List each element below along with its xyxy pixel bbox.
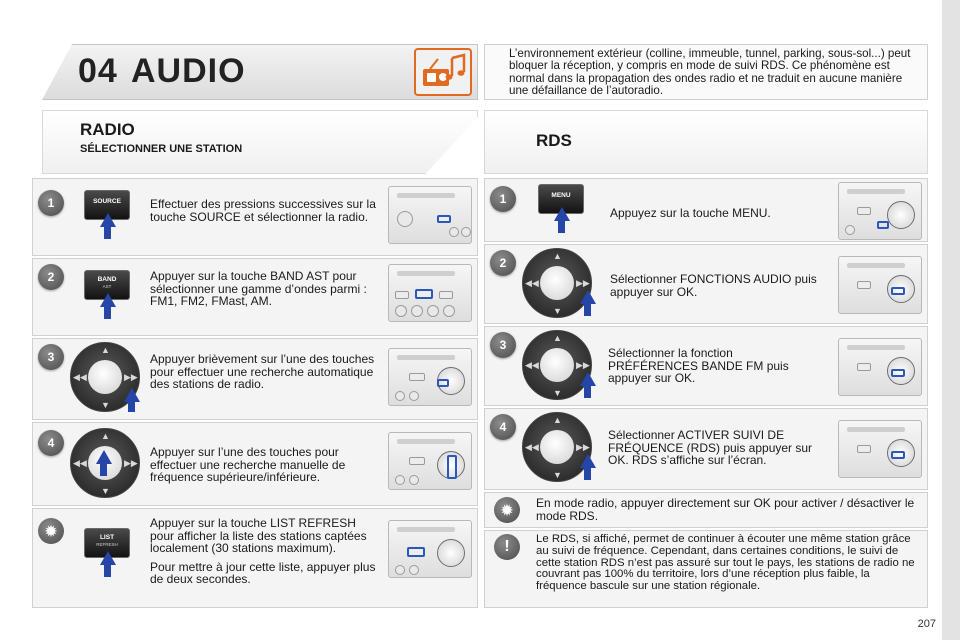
radio-faceplate-thumbnail [388,432,472,490]
press-arrow-icon [580,454,596,468]
radio-subtitle: SÉLECTIONNER UNE STATION [80,143,243,155]
radio-faceplate-thumbnail [388,186,472,244]
rds-tip-text: En mode radio, appuyer directement sur OK pour activer / désactiver le mode RDS. [536,496,915,523]
radio-step-1-badge: 1 [38,190,64,216]
seek-back-icon: ◀◀ [525,278,539,288]
environment-note: L’environnement extérieur (colline, immeuble, tunnel, parking, sous-sol...) peut bloquer la réception, y compris en mode de suivi RDS. Ce phénomène est normal dans la propagation des ondes radio et ne traduit en aucune manière une défaillance de l’autoradio. [484,44,928,100]
press-arrow-icon [584,466,591,480]
radio-step-4-text: Appuyer sur l’une des touches pour effectuer une recherche manuelle de fréquence supérieure/inférieure. [150,445,346,485]
rds-step-4-badge: 4 [490,414,516,440]
press-arrow-icon [100,462,107,476]
seek-forward-icon: ▶▶ [576,360,590,370]
rds-step-1-badge: 1 [490,186,516,212]
rds-step-1-text: Appuyez sur la touche MENU. [610,206,771,220]
arrow-down-icon: ▼ [553,388,562,398]
radio-step-1-text: Effectuer des pressions successives sur la touche SOURCE et sélectionner la radio. [150,197,376,224]
navigation-pad-image [522,248,592,318]
seek-forward-icon: ▶▶ [124,372,138,382]
radio-faceplate-thumbnail [838,420,922,478]
rds-title: RDS [536,131,572,150]
seek-back-icon: ◀◀ [73,458,87,468]
chapter-title: AUDIO [131,52,246,90]
press-arrow-icon [104,563,111,577]
rds-step-4-text: Sélectionner ACTIVER SUIVI DE FRÉQUENCE (RDS) puis appuyer sur OK. RDS s’affiche sur l’écran. [608,428,813,468]
press-arrow-icon [584,384,591,398]
chapter-number: 04 [78,52,118,90]
radio-step-5-text [150,517,378,586]
page-edge-strip [942,0,960,640]
audio-music-icon [414,48,472,96]
press-arrow-icon [104,305,111,319]
source-button-image: SOURCE [84,190,130,220]
list-refresh-update-text: Pour mettre à jour cette liste, appuyer plus de deux secondes. [150,559,376,587]
radio-step-2-badge: 2 [38,264,64,290]
tip-sun-icon: ✹ [38,518,64,544]
arrow-up-icon: ▲ [553,415,562,425]
radio-step-3-text: Appuyer brièvement sur l’une des touches pour effectuer une recherche automatique des stations de radio. [150,352,375,392]
arrow-up-icon: ▲ [101,345,110,355]
press-arrow-icon [104,225,111,239]
press-arrow-icon [96,450,112,464]
page-number: 207 [917,618,936,630]
radio-faceplate-thumbnail [838,256,922,314]
press-arrow-icon [100,293,116,307]
radio-faceplate-thumbnail [388,520,472,578]
rds-step-2-badge: 2 [490,250,516,276]
radio-step-2-text: Appuyer sur la touche BAND AST pour sélectionner une gamme d’ondes parmi : FM1, FM2, FMast, AM. [150,269,367,309]
rds-step-3-badge: 3 [490,332,516,358]
radio-step-3-badge: 3 [38,344,64,370]
radio-faceplate-thumbnail [388,348,472,406]
band-ast-button-image: BAND AST [84,270,130,300]
arrow-down-icon: ▼ [101,400,110,410]
press-arrow-icon [554,207,570,221]
arrow-up-icon: ▲ [101,431,110,441]
seek-forward-icon: ▶▶ [124,458,138,468]
rds-warning-text: Le RDS, si affiché, permet de continuer à écouter une même station grâce au suivi de fréquence. Cependant, dans certaines conditions, le suivi de cette station RDS n’est pas assuré sur tout le pays, les stations de radio ne couvrant pas 100% du territoire, lors d’une réception plus faible, la fréquence bascule sur une station régionale. [536,533,915,593]
seek-back-icon: ◀◀ [73,372,87,382]
navigation-pad-image [522,330,592,400]
press-arrow-icon [558,219,565,233]
radio-faceplate-thumbnail [838,338,922,396]
press-arrow-icon [124,388,140,402]
arrow-up-icon: ▲ [553,251,562,261]
seek-back-icon: ◀◀ [525,360,539,370]
radio-title: RADIO [80,120,135,139]
radio-faceplate-thumbnail [388,264,472,322]
press-arrow-icon [580,372,596,386]
arrow-down-icon: ▼ [553,470,562,480]
press-arrow-icon [100,551,116,565]
press-arrow-icon [100,213,116,227]
radio-step-4-badge: 4 [38,430,64,456]
rds-step-3-text: Sélectionner la fonction PRÉFÉRENCES BANDE FM puis appuyer sur OK. [608,346,789,386]
press-arrow-icon [580,290,596,304]
navigation-pad-image [522,412,592,482]
arrow-down-icon: ▼ [101,486,110,496]
radio-faceplate-thumbnail [838,182,922,240]
arrow-down-icon: ▼ [553,306,562,316]
list-refresh-button-image: LIST REFRESH [84,528,130,558]
list-refresh-text: Appuyer sur la touche LIST REFRESH pour afficher la liste des stations captées localement (30 stations maximum). [150,516,367,556]
press-arrow-icon [584,302,591,316]
tip-sun-icon: ✹ [494,497,520,523]
seek-back-icon: ◀◀ [525,442,539,452]
seek-forward-icon: ▶▶ [576,278,590,288]
seek-forward-icon: ▶▶ [576,442,590,452]
rds-step-2-text: Sélectionner FONCTIONS AUDIO puis appuyer sur OK. [610,272,817,299]
menu-button-image: MENU [538,184,584,214]
warning-exclamation-icon: ! [494,534,520,560]
arrow-up-icon: ▲ [553,333,562,343]
